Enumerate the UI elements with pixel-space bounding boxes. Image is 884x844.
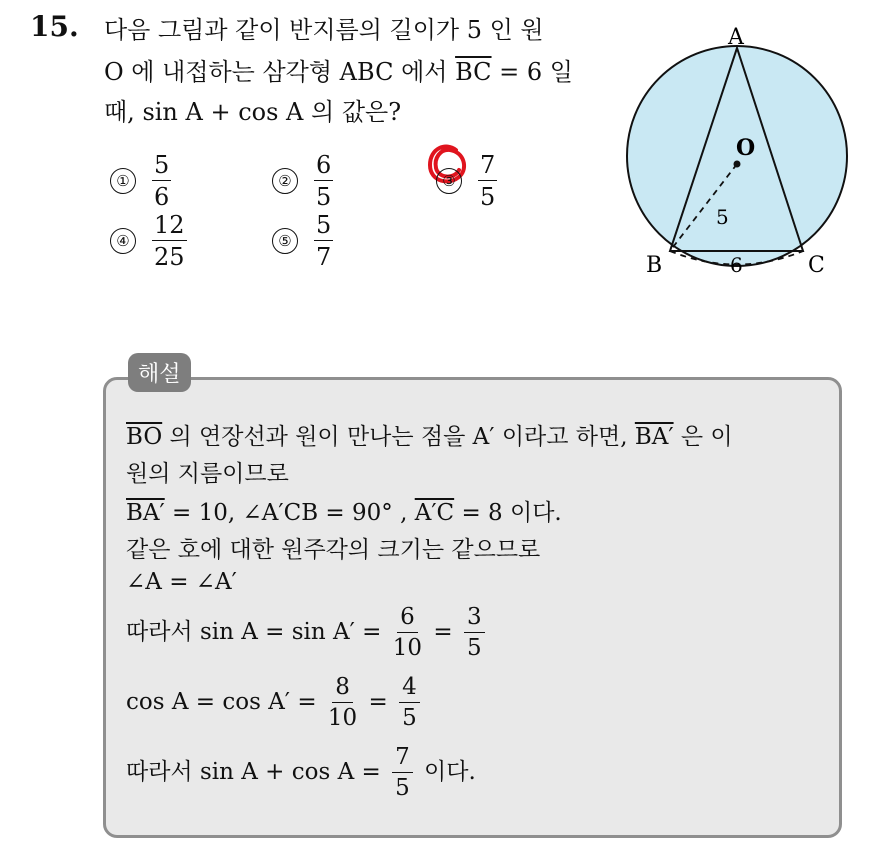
denominator: 6 [154,183,170,211]
question-text: = 6 일 [491,58,573,86]
explanation-text: 의 연장선과 원이 만나는 점을 A′ 이라고 하면, [162,424,635,450]
choice-5[interactable] [272,213,333,269]
explanation-tag: 해설 [128,353,191,392]
choice-marker: ④ [110,228,136,254]
numerator: 8 [332,676,353,703]
circle-triangle-figure [600,20,880,290]
denominator: 5 [395,775,410,801]
fraction [464,606,485,660]
radius-label: 5 [716,205,729,229]
choice-fraction [314,213,333,269]
label-b: B [646,253,663,278]
numerator: 6 [316,151,332,179]
numerator: 7 [480,151,496,179]
choice-1[interactable] [110,153,171,209]
choice-fraction [314,153,333,209]
choice-marker: ① [110,168,136,194]
explanation-line-2: 원의 지름이므로 [126,461,289,487]
fraction [328,676,357,730]
explanation-line-5: ∠A = ∠A′ [126,569,237,595]
choice-4[interactable] [110,213,187,269]
choice-marker: ② [272,168,298,194]
numerator: 3 [464,606,485,633]
numerator: 12 [154,211,185,239]
explanation-line-8 [126,746,476,800]
chord-label: 6 [730,253,743,277]
explanation-line-6 [126,606,489,660]
explanation-text: 은 이 [673,424,733,450]
fraction [392,746,413,800]
fraction [393,606,422,660]
denominator: 7 [316,243,332,271]
denominator: 10 [327,705,358,731]
explanation-line-3 [126,494,562,527]
question-line-1: 다음 그림과 같이 반지름의 길이가 5 인 원 [104,16,544,44]
denominator: 5 [466,635,482,661]
fraction [399,676,420,730]
explanation-line-7 [126,676,424,730]
explanation-text: cos A = cos A′ = [126,689,324,715]
choice-2[interactable] [272,153,333,209]
choice-fraction [152,213,187,269]
label-o: O [736,135,756,161]
label-c: C [808,253,825,278]
question-line-2 [104,52,573,87]
segment-ba-prime: BA′ [634,424,674,450]
numerator: 4 [399,676,420,703]
denominator: 5 [402,705,417,731]
segment-bc: $\overline{BC}$ [455,58,492,86]
segment-bo: $\overline{BO}$ [126,424,163,450]
label-a: A [728,25,744,50]
center-point [734,161,741,168]
numerator: 5 [316,211,332,239]
numerator: 6 [397,606,418,633]
numerator: 5 [154,151,170,179]
choice-3[interactable] [436,153,497,209]
choice-marker: ③ [436,168,462,194]
equals: = [361,689,396,715]
choice-fraction [152,153,171,209]
question-number: 15. [30,10,79,43]
explanation-text: = 10, ∠A′CB = 90° , [164,500,415,526]
denominator: 25 [154,243,185,271]
explanation-line-1 [126,418,733,451]
choice-fraction [478,153,497,209]
segment-ba-prime: BA′ [126,500,165,526]
explanation-text: 따라서 sin A + cos A = [126,759,389,785]
denominator: 5 [480,183,496,211]
denominator: 5 [316,183,332,211]
explanation-text: 이다. [416,759,476,785]
choice-marker: ⑤ [272,228,298,254]
equals: = [426,619,460,645]
denominator: 10 [392,635,423,661]
explanation-text: 따라서 sin A = sin A′ = [126,619,389,645]
explanation-text: = 8 이다. [454,500,562,526]
segment-a-prime-c: A′C [414,500,455,526]
question-line-3: 때, sin A + cos A 의 값은? [104,98,402,126]
explanation-line-4: 같은 호에 대한 원주각의 크기는 같으므로 [126,537,541,563]
question-text: O 에 내접하는 삼각형 ABC 에서 [104,58,456,86]
numerator: 7 [392,746,413,773]
